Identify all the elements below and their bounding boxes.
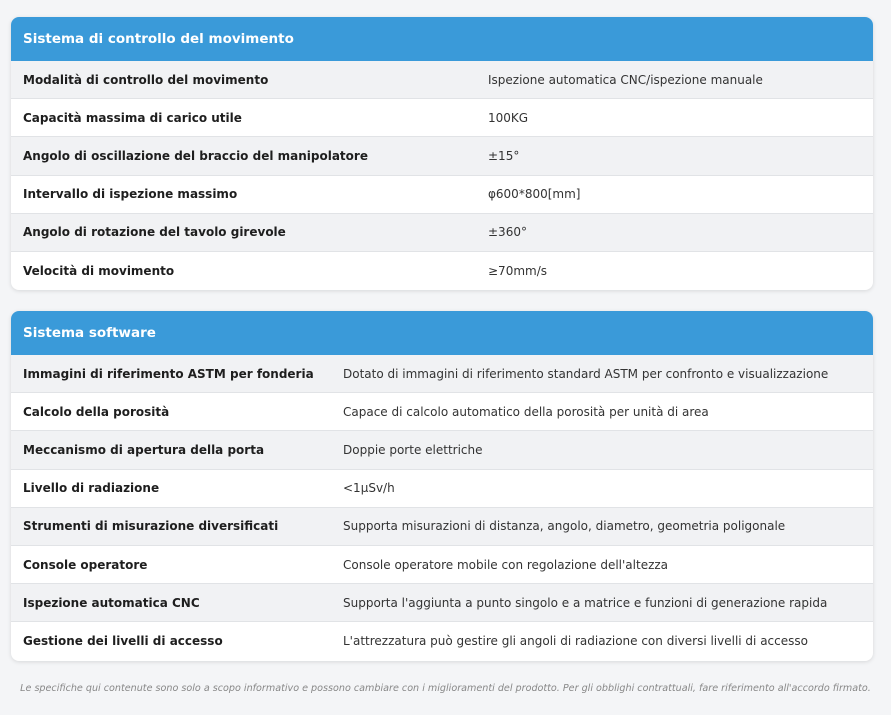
spec-label: Velocità di movimento — [23, 264, 175, 279]
spec-label: Immagini di riferimento ASTM per fonderia — [23, 366, 314, 381]
spec-label: Angolo di rotazione del tavolo girevole — [23, 225, 286, 240]
spec-label: Meccanismo di apertura della porta — [23, 442, 265, 457]
spec-value: φ600*800[mm] — [488, 187, 581, 202]
spec-label: Modalità di controllo del movimento — [23, 72, 269, 87]
spec-row — [11, 355, 873, 393]
spec-row — [11, 176, 873, 214]
spec-row — [11, 137, 873, 175]
spec-value: Supporta misurazioni di distanza, angolo, diametro, geometria poligonale — [343, 519, 786, 534]
disclaimer-note: Le specifiche qui contenute sono solo a scopo informativo e possono cambiare con i miglioramenti del prodotto. Per gli obblighi contrattuali, fare riferimento all'accordo firmato. — [20, 683, 871, 694]
spec-value: ±360° — [488, 225, 527, 240]
spec-value: Ispezione automatica CNC/ispezione manuale — [488, 72, 763, 87]
spec-row — [11, 99, 873, 137]
spec-value: ≥70mm/s — [488, 264, 547, 279]
spec-label: Capacità massima di carico utile — [23, 110, 242, 125]
spec-row — [11, 214, 873, 252]
spec-row — [11, 252, 873, 290]
spec-label: Angolo di oscillazione del braccio del manipolatore — [23, 148, 368, 163]
spec-label: Livello di radiazione — [23, 481, 160, 496]
spec-label: Intervallo di ispezione massimo — [23, 187, 238, 202]
spec-value: Dotato di immagini di riferimento standard ASTM per confronto e visualizzazione — [343, 366, 829, 381]
spec-value: 100KG — [488, 110, 529, 125]
spec-value: Doppie porte elettriche — [343, 442, 483, 457]
spec-label: Gestione dei livelli di accesso — [23, 634, 223, 649]
spec-row — [11, 393, 873, 431]
spec-value: <1μSv/h — [343, 481, 395, 496]
spec-row — [11, 546, 873, 584]
spec-row — [11, 431, 873, 469]
spec-label: Ispezione automatica CNC — [23, 595, 200, 610]
spec-row — [11, 508, 873, 546]
spec-row — [11, 61, 873, 99]
software-system-title: Sistema software — [11, 311, 873, 355]
spec-value: Capace di calcolo automatico della porosità per unità di area — [343, 404, 709, 419]
spec-label: Strumenti di misurazione diversificati — [23, 519, 279, 534]
spec-value: Supporta l'aggiunta a punto singolo e a matrice e funzioni di generazione rapida — [343, 595, 828, 610]
spec-row — [11, 584, 873, 622]
spec-label: Calcolo della porosità — [23, 404, 170, 419]
spec-label: Console operatore — [23, 557, 148, 572]
spec-value: Console operatore mobile con regolazione dell'altezza — [343, 557, 669, 572]
motion-control-card — [11, 17, 873, 290]
motion-control-title: Sistema di controllo del movimento — [11, 17, 873, 61]
spec-value: L'attrezzatura può gestire gli angoli di radiazione con diversi livelli di accesso — [343, 634, 808, 649]
spec-row — [11, 470, 873, 508]
spec-value: ±15° — [488, 148, 520, 163]
spec-row — [11, 622, 873, 660]
software-system-card — [11, 311, 873, 661]
